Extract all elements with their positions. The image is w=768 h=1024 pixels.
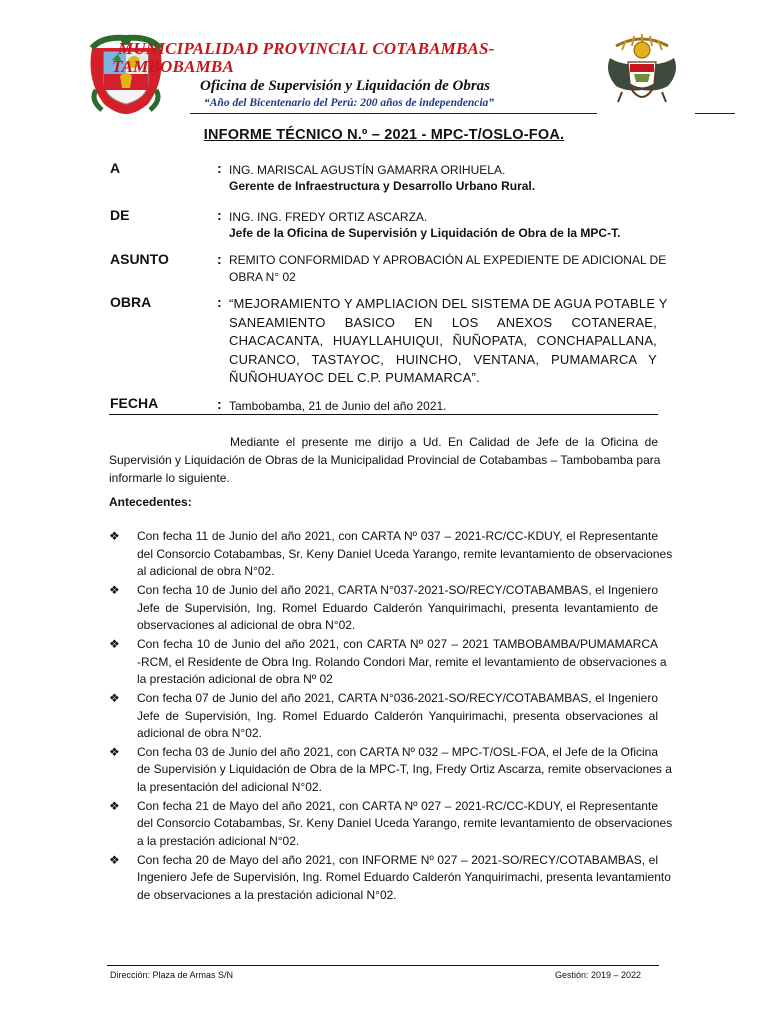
municipality-title-line1: MUNICIPALIDAD PROVINCIAL COTABAMBAS- bbox=[118, 39, 495, 58]
asunto-line1: REMITO CONFORMIDAD Y APROBACIÓN AL EXPEDIENTE DE ADICIONAL DE bbox=[229, 253, 667, 267]
item-line: Con fecha 10 de Junio del año 2021, con CARTA Nº 027 – 2021 TAMBOBAMBA/PUMAMARCA bbox=[137, 636, 658, 651]
field-value-a: ING. MARISCAL AGUSTÍN GAMARRA ORIHUELA. bbox=[229, 163, 506, 177]
item-line: adicional de obra N°02. bbox=[137, 726, 262, 741]
field-label-fecha: FECHA bbox=[110, 395, 159, 411]
list-item bbox=[109, 582, 658, 635]
field-sub-de: Jefe de la Oficina de Supervisión y Liquidación de Obra de la MPC-T. bbox=[229, 226, 621, 240]
item-line: Con fecha 10 de Junio del año 2021, CARTA N°037-2021-SO/RECY/COTABAMBAS, el Ingeniero bbox=[137, 582, 658, 597]
diamond-bullet-icon: ❖ bbox=[109, 582, 120, 597]
field-value-de: ING. ING. FREDY ORTIZ ASCARZA. bbox=[229, 210, 428, 224]
list-item bbox=[109, 852, 671, 905]
item-line: de observaciones a la prestación adicional N°02. bbox=[137, 888, 397, 902]
intro-line: informarle lo siguiente. bbox=[109, 471, 230, 485]
item-line: del Consorcio Cotabambas, Sr. Keny Daniel Uceda Yarango, remite levantamiento de observaciones bbox=[137, 546, 673, 561]
item-line: del Consorcio Cotabambas, Sr. Keny Daniel Uceda Yarango, remite levantamiento de observaciones bbox=[137, 816, 673, 831]
list-item bbox=[109, 798, 673, 851]
item-line: Con fecha 11 de Junio del año 2021, con CARTA Nº 037 – 2021-RC/CC-KDUY, el Representante bbox=[137, 529, 658, 543]
item-line: Jefe de Supervisión, Ing. Romel Eduardo Calderón Yanquirimachi, presenta levantamiento de bbox=[137, 600, 658, 615]
field-label-de: DE bbox=[110, 207, 130, 223]
item-line: Con fecha 20 de Mayo del año 2021, con INFORME Nº 027 – 2021-SO/RECY/COTABAMBAS, el bbox=[137, 852, 658, 867]
field-colon-a: : bbox=[217, 160, 222, 176]
list-item bbox=[109, 636, 667, 689]
list-item bbox=[109, 690, 658, 743]
diamond-bullet-icon: ❖ bbox=[109, 690, 120, 705]
item-line: Con fecha 07 de Junio del año 2021, CARTA N°036-2021-SO/RECY/COTABAMBAS, el Ingeniero bbox=[137, 690, 658, 705]
diamond-bullet-icon: ❖ bbox=[109, 636, 120, 651]
antecedentes-list bbox=[109, 528, 673, 906]
field-value-obra bbox=[229, 295, 668, 388]
header-divider-right bbox=[695, 113, 735, 114]
footer-divider bbox=[107, 965, 659, 966]
report-title: INFORME TÉCNICO N.º – 2021 - MPC-T/OSLO-FOA. bbox=[203, 127, 565, 143]
diamond-bullet-icon: ❖ bbox=[109, 529, 120, 543]
item-line: la presentación del adicional N°02. bbox=[137, 780, 322, 795]
field-colon-asunto: : bbox=[217, 251, 222, 267]
diamond-bullet-icon: ❖ bbox=[109, 744, 120, 759]
list-item bbox=[109, 528, 673, 581]
diamond-bullet-icon: ❖ bbox=[109, 798, 120, 813]
item-line: la prestación adicional de obra Nº 02 bbox=[137, 672, 333, 687]
field-label-obra: OBRA bbox=[110, 294, 152, 310]
list-item bbox=[109, 744, 672, 797]
field-value-asunto bbox=[229, 252, 667, 286]
motto: “Año del Bicentenario del Perú: 200 años de independencia” bbox=[204, 97, 495, 109]
field-colon-de: : bbox=[217, 207, 222, 223]
field-colon-fecha: : bbox=[217, 396, 222, 412]
intro-line: Supervisión y Liquidación de Obras de la Municipalidad Provincial de Cotabambas – Tambobamba para bbox=[109, 453, 661, 467]
footer-address: Dirección: Plaza de Armas S/N bbox=[110, 970, 234, 980]
asunto-line2: OBRA N° 02 bbox=[229, 270, 296, 284]
field-value-fecha: Tambobamba, 21 de Junio del año 2021. bbox=[229, 399, 447, 413]
item-line: -RCM, el Residente de Obra Ing. Rolando Condori Mar, remite el levantamiento de observaciones a bbox=[137, 654, 667, 669]
footer-term: Gestión: 2019 – 2022 bbox=[555, 970, 642, 980]
item-line: Ingeniero Jefe de Supervisión, Ing. Romel Eduardo Calderón Yanquirimachi, presenta levantamiento bbox=[137, 870, 671, 885]
item-line: Con fecha 03 de Junio del año 2021, con CARTA Nº 032 – MPC-T/OSL-FOA, el Jefe de la Oficina bbox=[137, 744, 658, 759]
item-line: observaciones al adicional de obra N°02. bbox=[137, 618, 356, 633]
diamond-bullet-icon: ❖ bbox=[109, 852, 120, 867]
item-line: a la prestación adicional N°02. bbox=[137, 834, 300, 849]
item-line: Jefe de Supervisión, Ing. Romel Eduardo Calderón Yanquirimachi, presenta observaciones al bbox=[137, 708, 658, 723]
item-line: Con fecha 21 de Mayo del año 2021, con CARTA Nº 027 – 2021-RC/CC-KDUY, el Representante bbox=[137, 798, 658, 813]
fecha-divider bbox=[109, 414, 658, 415]
municipality-title bbox=[112, 39, 588, 76]
field-label-a: A bbox=[110, 160, 121, 176]
office-name: Oficina de Supervisión y Liquidación de Obras bbox=[200, 78, 491, 94]
obra-line: CHACACANTA, HUAYLLAHUIQUI, ÑUÑOPATA, CONCHAPALLANA, bbox=[229, 333, 657, 348]
obra-line: ÑUÑOHUAYOC DEL C.P. PUMAMARCA”. bbox=[229, 370, 480, 385]
obra-line: SANEAMIENTO BASICO EN LOS ANEXOS COTANERAE, bbox=[229, 314, 657, 330]
intro-paragraph bbox=[109, 433, 661, 487]
obra-line: “MEJORAMIENTO Y AMPLIACION DEL SISTEMA DE AGUA POTABLE Y bbox=[229, 296, 668, 311]
field-label-asunto: ASUNTO bbox=[110, 251, 169, 267]
field-colon-obra: : bbox=[217, 294, 222, 310]
intro-line: Mediante el presente me dirijo a Ud. En Calidad de Jefe de la Oficina de bbox=[230, 435, 658, 449]
field-sub-a: Gerente de Infraestructura y Desarrollo Urbano Rural. bbox=[229, 179, 536, 193]
item-line: de Supervisión y Liquidación de Obra de la MPC-T, Ing, Fredy Ortiz Ascarza, remite observaciones a bbox=[137, 762, 672, 777]
item-line: al adicional de obra N°02. bbox=[137, 564, 275, 579]
antecedentes-heading: Antecedentes: bbox=[109, 495, 192, 509]
obra-line: CURANCO, TASTAYOC, HUINCHO, VENTANA, PUMAMARCA Y bbox=[229, 351, 657, 367]
cotabambas-crest-logo bbox=[602, 32, 682, 108]
municipality-title-line2: TAMBOBAMBA bbox=[112, 57, 234, 76]
header-divider bbox=[190, 113, 597, 114]
